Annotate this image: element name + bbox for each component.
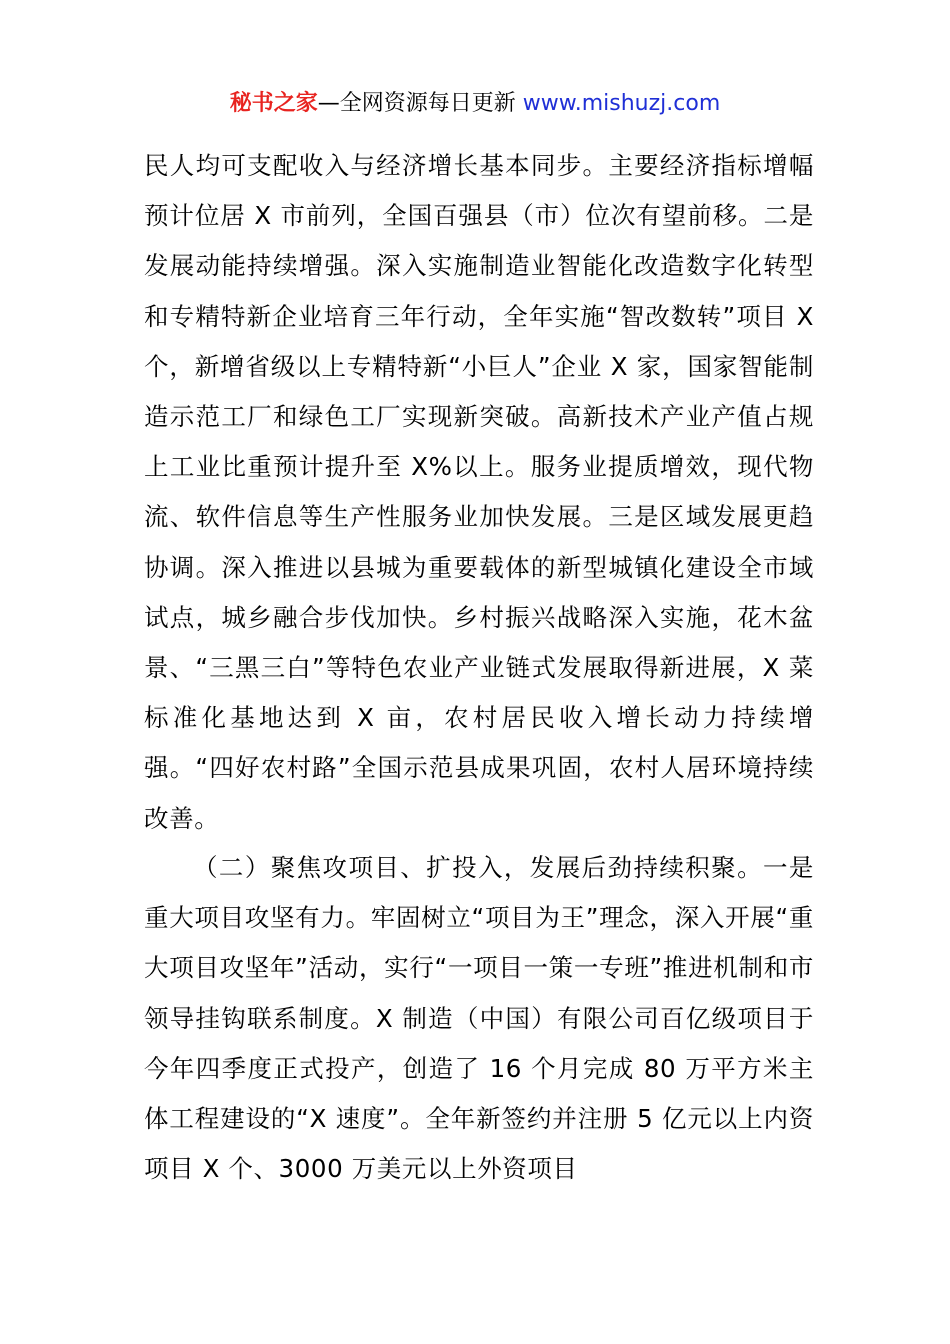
site-brand: 秘书之家 [229,91,318,116]
body-paragraph: 民人均可支配收入与经济增长基本同步。主要经济指标增幅预计位居 X 市前列，全国百强县（市）位次有望前移。二是发展动能持续增强。深入实施制造业智能化改造数字化转型和专精特新企业培育三年行动，全年实施“智改数转”项目 X 个，新增省级以上专精特新“小巨人”企业 X 家，国家智能制造示范工厂和绿色工厂实现新突破。高新技术产业产值占规上工业比重预计提升至 X%以上。服务业提质增效，现代物流、软件信息等生产性服务业加快发展。三是区域发展更趋协调。深入推进以县城为重要载体的新型城镇化建设全市域试点，城乡融合步伐加快。乡村振兴战略深入实施，花木盆景、“三黑三白”等特色农业产业链式发展取得新进展，X 菜标准化基地达到 X 亩，农村居民收入增长动力持续增强。“四好农村路”全国示范县成果巩固，农村人居环境持续改善。 [144,151,814,833]
site-tagline: —全网资源每日更新 [317,91,523,116]
site-url-link[interactable]: www.mishuzj.com [522,91,721,116]
site-header [0,88,950,120]
body-paragraph: （二）聚焦攻项目、扩投入，发展后劲持续积聚。一是重大项目攻坚有力。牢固树立“项目为王”理念，深入开展“重大项目攻坚年”活动，实行“一项目一策一专班”推进机制和市领导挂钩联系制度。X 制造（中国）有限公司百亿级项目于今年四季度正式投产，创造了 16 个月完成 80 万平方米主体工程建设的“X 速度”。全年新签约并注册 5 亿元以上内资项目 X 个、3000 万美元以上外资项目 [144,853,814,1184]
